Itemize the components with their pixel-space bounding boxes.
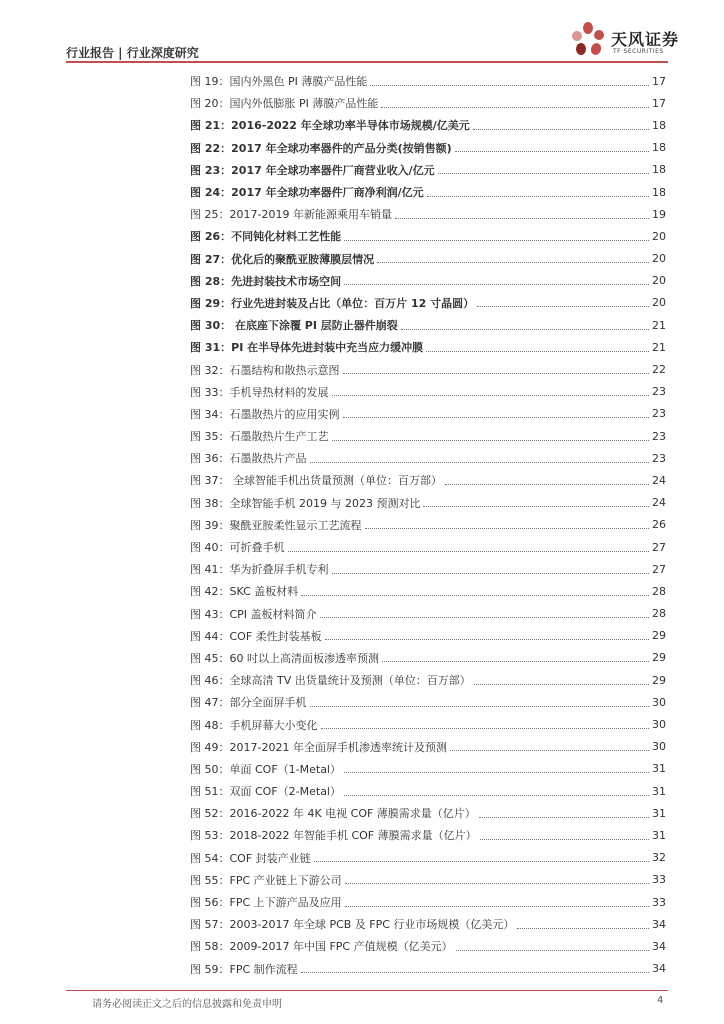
- toc-entry[interactable]: [190, 203, 666, 225]
- toc-dot-leader: [423, 506, 649, 507]
- toc-entry-label: 图 58：2009-2017 年中国 FPC 产值规模（亿美元）: [190, 940, 453, 954]
- toc-dot-leader: [473, 129, 649, 130]
- toc-entry-label: 图 40：可折叠手机: [190, 541, 285, 555]
- toc-entry-page: 31: [652, 828, 666, 842]
- toc-entry-page: 20: [652, 252, 666, 266]
- toc-entry[interactable]: [190, 780, 666, 802]
- footer-divider: [66, 990, 668, 991]
- toc-entry[interactable]: [190, 403, 666, 425]
- logo-text-en: TF SECURITIES: [613, 48, 664, 55]
- toc-entry-page: 23: [652, 407, 666, 421]
- toc-entry-label: 图 50：单面 COF（1-Metal）: [190, 762, 341, 776]
- header-title: 行业报告 | 行业深度研究: [66, 46, 199, 60]
- toc-dot-leader: [321, 728, 650, 729]
- toc-entry-label: 图 55：FPC 产业链上下游公司: [190, 873, 342, 887]
- toc-entry-label: 图 22：2017 年全球功率器件的产品分类(按销售额): [190, 141, 452, 155]
- toc-entry-page: 30: [652, 695, 666, 709]
- toc-dot-leader: [395, 218, 649, 219]
- toc-dot-leader: [325, 639, 649, 640]
- toc-entry-page: 22: [652, 363, 666, 377]
- toc-entry-page: 28: [652, 584, 666, 598]
- toc-dot-leader: [314, 861, 649, 862]
- toc-dot-leader: [427, 196, 649, 197]
- toc-entry-label: 图 30： 在底座下涂覆 PI 层防止器件崩裂: [190, 319, 398, 333]
- toc-entry-label: 图 53：2018-2022 年智能手机 COF 薄膜需求量（亿片）: [190, 829, 477, 843]
- toc-entry-page: 17: [652, 74, 666, 88]
- toc-entry-page: 20: [652, 229, 666, 243]
- toc-entry[interactable]: [190, 181, 666, 203]
- toc-entry[interactable]: [190, 536, 666, 558]
- toc-entry-label: 图 19：国内外黑色 PI 薄膜产品性能: [190, 75, 368, 89]
- toc-dot-leader: [343, 373, 650, 374]
- toc-dot-leader: [455, 151, 649, 152]
- toc-entry-label: 图 23：2017 年全球功率器件厂商营业收入/亿元: [190, 163, 435, 177]
- toc-entry[interactable]: [190, 336, 666, 358]
- toc-entry-page: 18: [652, 185, 666, 199]
- toc-dot-leader: [310, 462, 650, 463]
- toc-entry[interactable]: [190, 358, 666, 380]
- toc-entry-page: 20: [652, 274, 666, 288]
- toc-dot-leader: [343, 417, 650, 418]
- toc-entry[interactable]: [190, 225, 666, 247]
- toc-dot-leader: [344, 240, 649, 241]
- toc-entry[interactable]: [190, 758, 666, 780]
- toc-entry-page: 19: [652, 207, 666, 221]
- toc-entry[interactable]: [190, 248, 666, 270]
- toc-entry[interactable]: [190, 713, 666, 735]
- toc-entry[interactable]: [190, 802, 666, 824]
- toc-entry-label: 图 41：华为折叠屏手机专利: [190, 563, 329, 577]
- toc-entry[interactable]: [190, 935, 666, 957]
- toc-entry-page: 29: [652, 673, 666, 687]
- toc-entry-label: 图 43：CPI 盖板材料简介: [190, 607, 317, 621]
- toc-entry-label: 图 57：2003-2017 年全球 PCB 及 FPC 行业市场规模（亿美元）: [190, 918, 515, 932]
- toc-dot-leader: [381, 107, 649, 108]
- toc-entry-page: 18: [652, 118, 666, 132]
- toc-dot-leader: [344, 284, 649, 285]
- toc-entry-label: 图 56：FPC 上下游产品及应用: [190, 896, 342, 910]
- toc-dot-leader: [370, 85, 649, 86]
- company-logo: [568, 20, 678, 60]
- toc-dot-leader: [332, 395, 650, 396]
- toc-entry-page: 20: [652, 296, 666, 310]
- toc-dot-leader: [332, 440, 650, 441]
- toc-entry-page: 31: [652, 762, 666, 776]
- toc-entry-label: 图 51：双面 COF（2-Metal）: [190, 785, 341, 799]
- toc-dot-leader: [288, 551, 650, 552]
- toc-entry-label: 图 21：2016-2022 年全球功率半导体市场规模/亿美元: [190, 119, 470, 133]
- footer-disclaimer: 请务必阅读正文之后的信息披露和免责申明: [92, 999, 282, 1010]
- toc-dot-leader: [382, 661, 649, 662]
- toc-dot-leader: [377, 262, 649, 263]
- toc-entry[interactable]: [190, 647, 666, 669]
- toc-entry[interactable]: [190, 270, 666, 292]
- toc-entry[interactable]: [190, 492, 666, 514]
- toc-entry-page: 23: [652, 429, 666, 443]
- toc-entry-page: 24: [652, 496, 666, 510]
- toc-entry-label: 图 33：手机导热材料的发展: [190, 385, 329, 399]
- toc-entry-page: 33: [652, 873, 666, 887]
- toc-entry-label: 图 44：COF 柔性封装基板: [190, 629, 322, 643]
- toc-entry-page: 34: [652, 917, 666, 931]
- toc-entry-label: 图 45：60 吋以上高清面板渗透率预测: [190, 651, 379, 665]
- toc-entry[interactable]: [190, 137, 666, 159]
- toc-entry-label: 图 47：部分全面屏手机: [190, 696, 307, 710]
- toc-entry-label: 图 52：2016-2022 年 4K 电视 COF 薄膜需求量（亿片）: [190, 807, 476, 821]
- toc-entry-page: 21: [652, 318, 666, 332]
- toc-entry[interactable]: [190, 114, 666, 136]
- toc-entry-label: 图 24：2017 年全球功率器件厂商净利润/亿元: [190, 186, 424, 200]
- toc-entry-label: 图 25：2017-2019 年新能源乘用车销量: [190, 208, 392, 222]
- toc-entry-page: 24: [652, 473, 666, 487]
- toc-entry-label: 图 39：聚酰亚胺柔性显示工艺流程: [190, 518, 362, 532]
- toc-entry[interactable]: [190, 159, 666, 181]
- toc-entry-page: 18: [652, 163, 666, 177]
- toc-entry-page: 33: [652, 895, 666, 909]
- toc-entry-page: 26: [652, 518, 666, 532]
- toc-dot-leader: [310, 706, 650, 707]
- toc-entry[interactable]: [190, 958, 666, 980]
- toc-dot-leader: [365, 528, 650, 529]
- toc-entry-page: 17: [652, 96, 666, 110]
- toc-entry-label: 图 27：优化后的聚酰亚胺薄膜层情况: [190, 252, 375, 266]
- toc-entry-label: 图 46：全球高清 TV 出货量统计及预测（单位：百万部）: [190, 674, 471, 688]
- toc-dot-leader: [320, 617, 649, 618]
- toc-entry[interactable]: [190, 314, 666, 336]
- toc-entry-page: 32: [652, 851, 666, 865]
- toc-dot-leader: [450, 750, 649, 751]
- toc-entry[interactable]: [190, 824, 666, 846]
- toc-entry[interactable]: [190, 514, 666, 536]
- toc-dot-leader: [426, 351, 649, 352]
- toc-entry-page: 30: [652, 718, 666, 732]
- toc-entry-label: 图 32：石墨结构和散热示意图: [190, 363, 340, 377]
- toc-entry-page: 34: [652, 939, 666, 953]
- toc-dot-leader: [479, 817, 649, 818]
- logo-flower-icon: [568, 20, 608, 60]
- toc-entry[interactable]: [190, 70, 666, 92]
- toc-entry-page: 18: [652, 141, 666, 155]
- toc-entry-label: 图 28：先进封装技术市场空间: [190, 274, 342, 288]
- toc-entry-label: 图 26：不同钝化材料工艺性能: [190, 230, 342, 244]
- toc-entry-page: 23: [652, 385, 666, 399]
- toc-dot-leader: [474, 684, 649, 685]
- toc-dot-leader: [517, 928, 649, 929]
- toc-entry-label: 图 31：PI 在半导体先进封装中充当应力缓冲膜: [190, 341, 424, 355]
- toc-entry-page: 23: [652, 451, 666, 465]
- toc-entry-page: 31: [652, 806, 666, 820]
- toc-entry[interactable]: [190, 869, 666, 891]
- toc-entry-page: 29: [652, 651, 666, 665]
- toc-entry[interactable]: [190, 691, 666, 713]
- toc-entry[interactable]: [190, 669, 666, 691]
- toc-entry-page: 31: [652, 784, 666, 798]
- toc-entry-label: 图 42：SKC 盖板材料: [190, 585, 299, 599]
- toc-entry-label: 图 38：全球智能手机 2019 与 2023 预测对比: [190, 496, 421, 510]
- toc-entry-label: 图 34：石墨散热片的应用实例: [190, 407, 340, 421]
- toc-entry[interactable]: [190, 603, 666, 625]
- toc-entry-label: 图 37： 全球智能手机出货量预测（单位：百万部）: [190, 474, 442, 488]
- toc-dot-leader: [301, 972, 649, 973]
- toc-entry-label: 图 48：手机屏幕大小变化: [190, 718, 318, 732]
- toc-entry-page: 21: [652, 340, 666, 354]
- toc-dot-leader: [332, 573, 650, 574]
- toc-entry-page: 27: [652, 540, 666, 554]
- toc-entry-page: 28: [652, 607, 666, 621]
- toc-entry[interactable]: [190, 92, 666, 114]
- toc-dot-leader: [456, 950, 649, 951]
- toc-dot-leader: [480, 839, 649, 840]
- toc-entry[interactable]: [190, 891, 666, 913]
- toc-entry[interactable]: [190, 381, 666, 403]
- toc-entry-page: 27: [652, 562, 666, 576]
- toc-dot-leader: [344, 772, 649, 773]
- toc-entry[interactable]: [190, 580, 666, 602]
- toc-entry-page: 30: [652, 740, 666, 754]
- toc-entry-label: 图 29：行业先进封装及占比（单位：百万片 12 寸晶圆）: [190, 296, 475, 310]
- logo-text-cn: 天风证券: [611, 30, 680, 49]
- table-of-figures: [190, 70, 666, 980]
- page-number: 4: [657, 995, 664, 1006]
- toc-dot-leader: [438, 173, 649, 174]
- toc-entry[interactable]: [190, 736, 666, 758]
- toc-entry-label: 图 54：COF 封装产业链: [190, 851, 311, 865]
- toc-entry[interactable]: [190, 913, 666, 935]
- toc-dot-leader: [345, 883, 649, 884]
- toc-dot-leader: [344, 795, 649, 796]
- toc-dot-leader: [445, 484, 649, 485]
- toc-entry-label: 图 36：石墨散热片产品: [190, 452, 307, 466]
- toc-dot-leader: [301, 595, 649, 596]
- toc-entry-page: 34: [652, 962, 666, 976]
- toc-dot-leader: [345, 906, 649, 907]
- toc-entry[interactable]: [190, 847, 666, 869]
- toc-entry[interactable]: [190, 625, 666, 647]
- header-divider: [66, 61, 668, 63]
- toc-entry-label: 图 35：石墨散热片生产工艺: [190, 430, 329, 444]
- toc-entry[interactable]: [190, 558, 666, 580]
- toc-entry[interactable]: [190, 469, 666, 491]
- toc-entry-label: 图 49：2017-2021 年全面屏手机渗透率统计及预测: [190, 740, 447, 754]
- toc-entry[interactable]: [190, 447, 666, 469]
- toc-dot-leader: [401, 329, 649, 330]
- toc-entry-label: 图 20：国内外低膨胀 PI 薄膜产品性能: [190, 97, 379, 111]
- toc-entry[interactable]: [190, 425, 666, 447]
- toc-entry-page: 29: [652, 629, 666, 643]
- toc-entry-label: 图 59：FPC 制作流程: [190, 962, 298, 976]
- toc-dot-leader: [477, 306, 649, 307]
- toc-entry[interactable]: [190, 292, 666, 314]
